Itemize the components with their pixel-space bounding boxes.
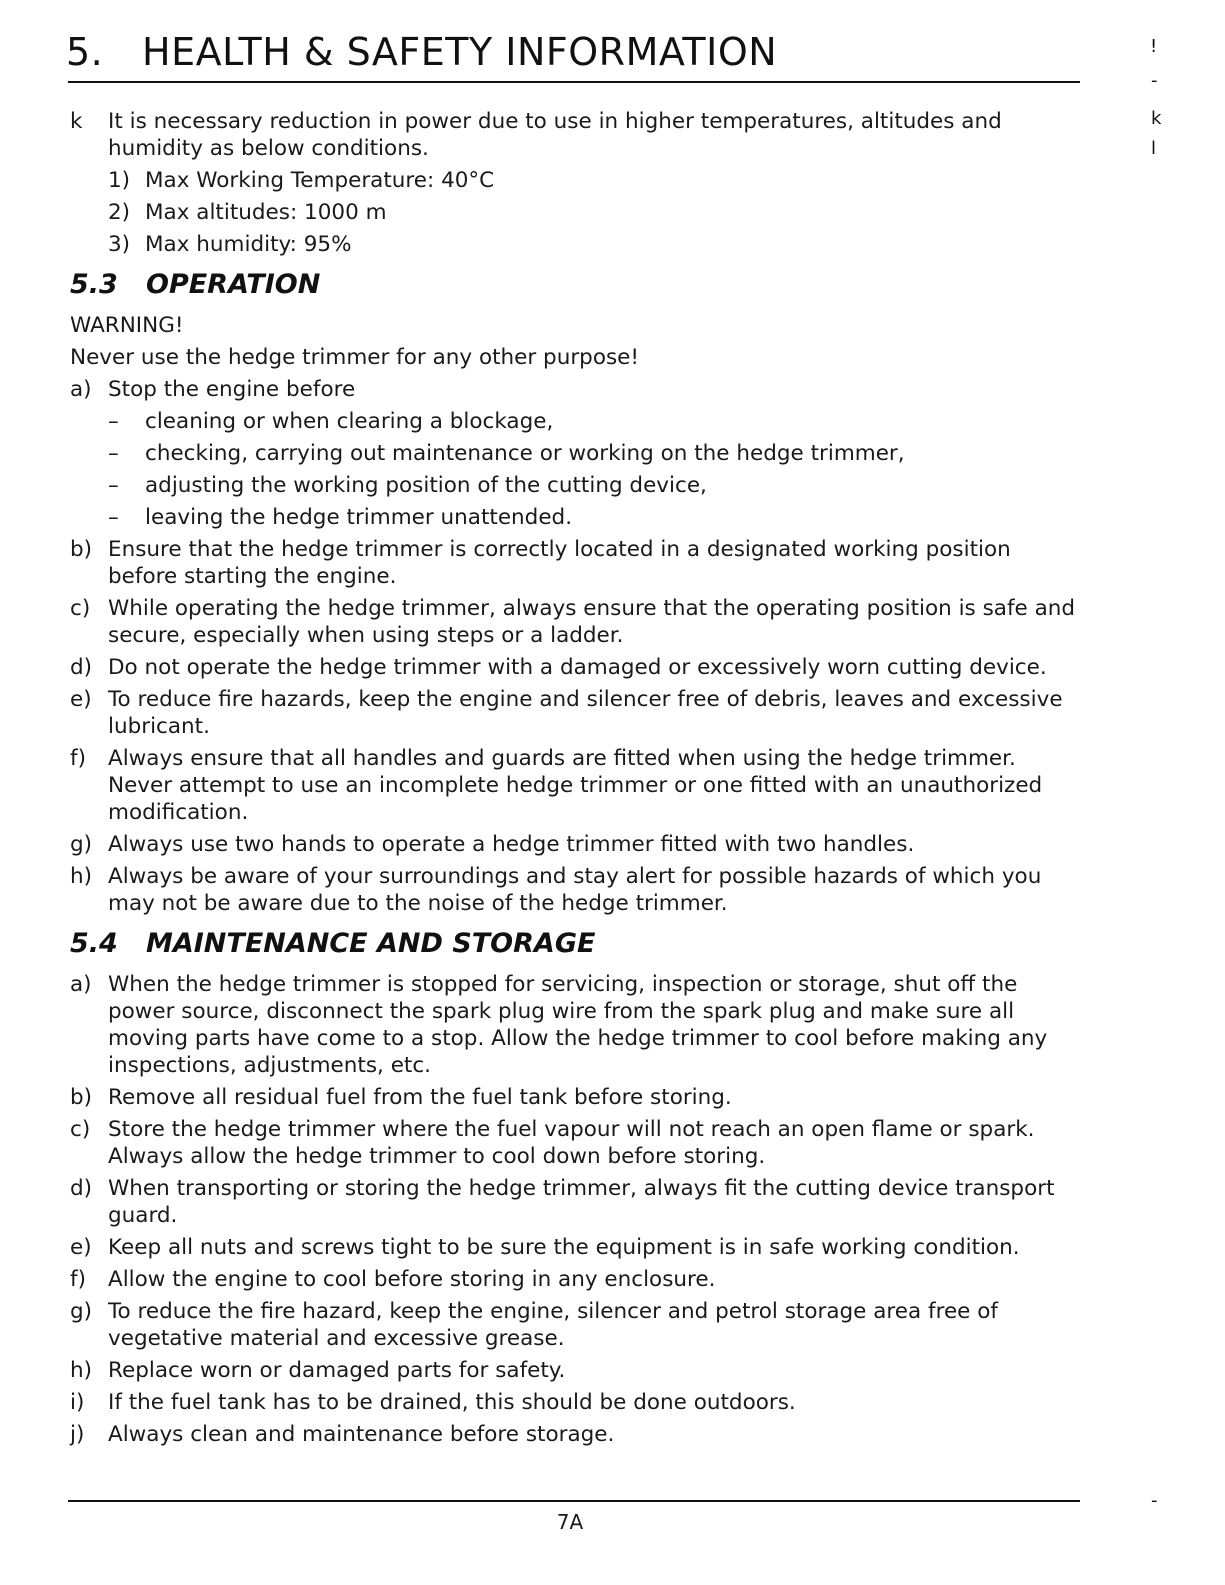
list-item [70, 686, 1080, 740]
list-marker: e) [70, 687, 92, 712]
list-marker: d) [70, 655, 93, 680]
section-title: HEALTH & SAFETY INFORMATION [142, 30, 778, 74]
list-item [70, 971, 1080, 1079]
dash-marker: – [108, 441, 119, 466]
list-marker: 3) [108, 232, 131, 257]
list-item-text: Store the hedge trimmer where the fuel vapour will not reach an open flame or spark. Always allow the hedge trimmer to cool down before storing. [108, 1117, 1035, 1169]
list-item [70, 831, 1080, 858]
dash-item [70, 440, 1080, 467]
list-item-text: Allow the engine to cool before storing in any enclosure. [108, 1267, 716, 1292]
list-item [70, 167, 1080, 194]
list-item-text: Always ensure that all handles and guards are fitted when using the hedge trimmer. Never attempt to use an incomplete hedge trimmer or one fitted with an unauthorized modification. [108, 746, 1043, 825]
list-marker: e) [70, 1235, 92, 1260]
list-item-text: Always be aware of your surroundings and stay alert for possible hazards of which you may not be aware due to the noise of the hedge trimmer. [108, 864, 1042, 916]
list-marker: c) [70, 596, 91, 621]
dash-item-text: checking, carrying out maintenance or working on the hedge trimmer, [145, 441, 905, 466]
list-item-text: Max altitudes: 1000 m [145, 200, 387, 225]
conditions-list [70, 167, 1080, 258]
list-marker: c) [70, 1117, 91, 1142]
section-number: 5.3 [70, 269, 118, 300]
list-item [70, 1389, 1080, 1416]
list-item [70, 1421, 1080, 1448]
list-item-text: When transporting or storing the hedge trimmer, always fit the cutting device transport guard. [108, 1176, 1055, 1228]
document-body [70, 108, 1080, 1453]
list-marker: k [70, 109, 83, 134]
dash-item-text: cleaning or when clearing a blockage, [145, 409, 554, 434]
list-item-text: When the hedge trimmer is stopped for servicing, inspection or storage, shut off the power source, disconnect the spark plug wire from the spark plug and make sure all moving parts have come to a stop. Allow the hedge trimmer to cool before making any inspections, adjustments, etc. [108, 972, 1048, 1078]
list-item [70, 376, 1080, 403]
section-heading-operation [70, 268, 1080, 302]
list-item-text: It is necessary reduction in power due to use in higher temperatures, altitudes and humidity as below conditions. [108, 109, 1002, 161]
list-item [70, 1357, 1080, 1384]
list-marker: h) [70, 864, 93, 889]
list-item [70, 536, 1080, 590]
page-number: 7A [556, 1510, 584, 1534]
list-item-text: Always clean and maintenance before storage. [108, 1422, 615, 1447]
list-marker: g) [70, 1299, 93, 1324]
dash-item [70, 504, 1080, 531]
list-item-text: To reduce the fire hazard, keep the engine, silencer and petrol storage area free of vegetative material and excessive grease. [108, 1299, 998, 1351]
list-item-text: Stop the engine before [108, 377, 356, 402]
list-item [70, 745, 1080, 826]
list-item [70, 595, 1080, 649]
dash-item [70, 472, 1080, 499]
list-item-text: Max humidity: 95% [145, 232, 352, 257]
dash-item-text: leaving the hedge trimmer unattended. [145, 505, 573, 530]
list-item [70, 1234, 1080, 1261]
header-divider [68, 81, 1080, 83]
list-item-text: Remove all residual fuel from the fuel tank before storing. [108, 1085, 732, 1110]
list-item-text: Replace worn or damaged parts for safety. [108, 1358, 566, 1383]
list-item [70, 199, 1080, 226]
list-item [70, 231, 1080, 258]
list-item [70, 1298, 1080, 1352]
dash-marker: – [108, 409, 119, 434]
list-item [70, 1266, 1080, 1293]
list-marker: f) [70, 1267, 86, 1292]
list-item-text: To reduce fire hazards, keep the engine and silencer free of debris, leaves and excessive lubricant. [108, 687, 1063, 739]
list-marker: f) [70, 746, 86, 771]
dash-marker: – [108, 473, 119, 498]
section-heading-maintenance [70, 927, 1080, 961]
list-marker: a) [70, 972, 92, 997]
section-title: OPERATION [146, 269, 321, 300]
list-marker: 2) [108, 200, 131, 225]
list-item-text: Max Working Temperature: 40°C [145, 168, 495, 193]
footer-divider [68, 1500, 1080, 1502]
page-title [66, 30, 777, 74]
edge-mark: l [1151, 138, 1157, 159]
section-number: 5. [66, 30, 104, 74]
edge-mark: k [1151, 108, 1162, 129]
list-item-text: Ensure that the hedge trimmer is correctly located in a designated working position before starting the engine. [108, 537, 1011, 589]
list-marker: a) [70, 377, 92, 402]
section-title: MAINTENANCE AND STORAGE [146, 928, 596, 959]
list-item-text: Always use two hands to operate a hedge trimmer fitted with two handles. [108, 832, 915, 857]
list-item [70, 1175, 1080, 1229]
section-number: 5.4 [70, 928, 118, 959]
edge-mark: - [1151, 70, 1158, 91]
list-item-text: While operating the hedge trimmer, always ensure that the operating position is safe and secure, especially when using steps or a ladder. [108, 596, 1076, 648]
list-marker: i) [70, 1390, 85, 1415]
list-marker: d) [70, 1176, 93, 1201]
dash-marker: – [108, 505, 119, 530]
list-item-text: If the fuel tank has to be drained, this should be done outdoors. [108, 1390, 796, 1415]
list-item [70, 108, 1080, 162]
list-marker: 1) [108, 168, 131, 193]
list-marker: b) [70, 1085, 93, 1110]
dash-list [70, 408, 1080, 531]
list-item [70, 1116, 1080, 1170]
list-item-text: Keep all nuts and screws tight to be sure the equipment is in safe working condition. [108, 1235, 1020, 1260]
list-marker: j) [70, 1422, 85, 1447]
edge-mark: - [1151, 1490, 1158, 1511]
list-marker: g) [70, 832, 93, 857]
warning-text: Never use the hedge trimmer for any other purpose! [70, 345, 640, 370]
dash-item [70, 408, 1080, 435]
list-marker: b) [70, 537, 93, 562]
list-item [70, 654, 1080, 681]
list-item-text: Do not operate the hedge trimmer with a damaged or excessively worn cutting device. [108, 655, 1047, 680]
list-marker: h) [70, 1358, 93, 1383]
list-item [70, 1084, 1080, 1111]
dash-item-text: adjusting the working position of the cutting device, [145, 473, 707, 498]
list-item [70, 863, 1080, 917]
edge-mark: ! [1150, 36, 1158, 57]
warning-label: WARNING! [70, 313, 184, 338]
